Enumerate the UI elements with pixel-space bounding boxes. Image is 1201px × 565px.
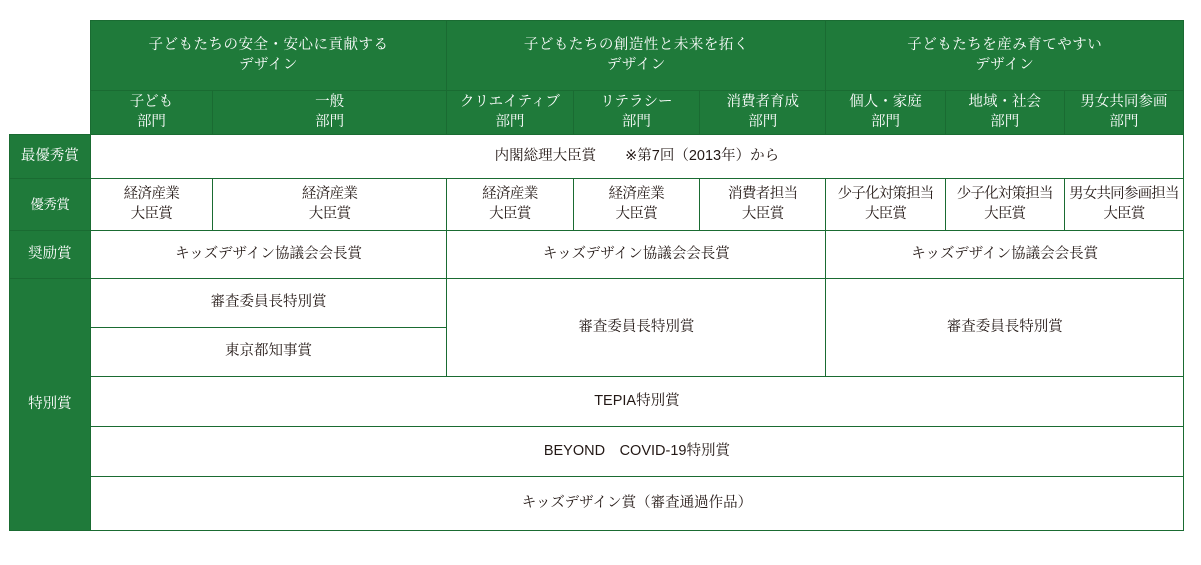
column-personal-family-line2: 部門 bbox=[871, 113, 901, 130]
column-community-society-line2: 部門 bbox=[990, 113, 1020, 130]
excellent-consumer-line2: 大臣賞 bbox=[741, 205, 784, 222]
special-beyond-covid19-award: BEYOND COVID-19特別賞 bbox=[90, 427, 1183, 477]
special-safety-tokyo-governor-award: 東京都知事賞 bbox=[90, 328, 446, 377]
excellent-gender-equality-line1: 男女共同参画担当 bbox=[1069, 186, 1179, 203]
kids-design-award-table bbox=[9, 20, 1184, 531]
column-kodomo-line2: 部門 bbox=[136, 113, 166, 130]
column-ippan-line1: 一般 bbox=[315, 94, 345, 111]
row-label-encouragement-award: 奨励賞 bbox=[10, 231, 91, 279]
special-kids-design-award: キッズデザイン賞（審査通過作品） bbox=[90, 477, 1183, 531]
column-kodomo-line1: 子ども bbox=[129, 94, 174, 111]
excellent-kodomo bbox=[90, 179, 212, 231]
column-consumer-line2: 部門 bbox=[748, 113, 778, 130]
best-award-value: 内閣総理大臣賞 ※第7回（2013年）から bbox=[90, 135, 1183, 179]
excellent-kodomo-line2: 大臣賞 bbox=[130, 205, 173, 222]
column-gender-equality bbox=[1064, 91, 1183, 135]
column-group-safety bbox=[90, 21, 446, 91]
column-group-safety-line1: 子どもたちの安全・安心に貢献する bbox=[148, 37, 389, 54]
row-special-award-3 bbox=[10, 377, 1184, 427]
encouragement-childrearing-group: キッズデザイン協議会会長賞 bbox=[826, 231, 1184, 279]
excellent-kodomo-line1: 経済産業 bbox=[123, 186, 180, 203]
row-label-best-award: 最優秀賞 bbox=[10, 135, 91, 179]
column-literacy-line2: 部門 bbox=[621, 113, 651, 130]
excellent-consumer-line1: 消費者担当 bbox=[728, 186, 798, 203]
column-group-creativity-line1: 子どもたちの創造性と未来を拓く bbox=[523, 37, 749, 54]
row-best-award bbox=[10, 135, 1184, 179]
column-consumer-line1: 消費者育成 bbox=[726, 94, 799, 111]
column-community-society bbox=[945, 91, 1064, 135]
special-creativity-chair-award: 審査委員長特別賞 bbox=[447, 279, 826, 377]
excellent-personal-family-line1: 少子化対策担当 bbox=[837, 186, 934, 203]
column-personal-family-line1: 個人・家庭 bbox=[849, 94, 922, 111]
excellent-ippan bbox=[213, 179, 447, 231]
column-group-creativity bbox=[447, 21, 826, 91]
excellent-creative-line2: 大臣賞 bbox=[489, 205, 531, 222]
column-literacy-line1: リテラシー bbox=[600, 94, 673, 111]
column-ippan bbox=[213, 91, 447, 135]
excellent-community-society bbox=[945, 179, 1064, 231]
column-gender-equality-line2: 部門 bbox=[1109, 113, 1139, 130]
excellent-creative bbox=[447, 179, 573, 231]
table-corner-cell-2 bbox=[10, 91, 91, 135]
excellent-gender-equality-line2: 大臣賞 bbox=[1103, 205, 1145, 222]
column-personal-family bbox=[826, 91, 945, 135]
special-tepia-award: TEPIA特別賞 bbox=[90, 377, 1183, 427]
excellent-ippan-line2: 大臣賞 bbox=[308, 205, 351, 222]
excellent-literacy-line2: 大臣賞 bbox=[615, 205, 658, 222]
column-group-creativity-line2: デザイン bbox=[606, 56, 666, 73]
excellent-community-society-line1: 少子化対策担当 bbox=[956, 186, 1053, 203]
special-childrearing-chair-award: 審査委員長特別賞 bbox=[826, 279, 1184, 377]
encouragement-creativity-group: キッズデザイン協議会会長賞 bbox=[447, 231, 826, 279]
row-special-award-4 bbox=[10, 427, 1184, 477]
row-label-special-award: 特別賞 bbox=[10, 279, 91, 531]
column-creative bbox=[447, 91, 573, 135]
special-safety-chair-award: 審査委員長特別賞 bbox=[90, 279, 446, 328]
column-consumer bbox=[700, 91, 826, 135]
column-community-society-line1: 地域・社会 bbox=[968, 94, 1041, 111]
column-creative-line2: 部門 bbox=[495, 113, 525, 130]
excellent-creative-line1: 経済産業 bbox=[482, 186, 538, 203]
row-label-excellent-award: 優秀賞 bbox=[10, 179, 91, 231]
excellent-consumer bbox=[700, 179, 826, 231]
excellent-personal-family bbox=[826, 179, 945, 231]
column-group-childrearing bbox=[826, 21, 1184, 91]
encouragement-safety-group: キッズデザイン協議会会長賞 bbox=[90, 231, 446, 279]
row-special-award-5 bbox=[10, 477, 1184, 531]
column-ippan-line2: 部門 bbox=[315, 113, 345, 130]
column-kodomo bbox=[90, 91, 212, 135]
row-special-award-1 bbox=[10, 279, 1184, 328]
column-group-childrearing-line1: 子どもたちを産み育てやすい bbox=[907, 37, 1103, 54]
excellent-gender-equality bbox=[1064, 179, 1183, 231]
table-corner-cell bbox=[10, 21, 91, 91]
column-group-childrearing-line2: デザイン bbox=[975, 56, 1035, 73]
column-gender-equality-line1: 男女共同参画 bbox=[1080, 94, 1168, 111]
column-creative-line1: クリエイティブ bbox=[459, 94, 560, 111]
excellent-literacy bbox=[573, 179, 699, 231]
excellent-community-society-line2: 大臣賞 bbox=[984, 205, 1026, 222]
row-excellent-award bbox=[10, 179, 1184, 231]
table-header-group-row bbox=[10, 21, 1184, 91]
table-header-subcolumn-row bbox=[10, 91, 1184, 135]
excellent-ippan-line1: 経済産業 bbox=[301, 186, 358, 203]
excellent-literacy-line1: 経済産業 bbox=[608, 186, 665, 203]
excellent-personal-family-line2: 大臣賞 bbox=[864, 205, 907, 222]
row-encouragement-award bbox=[10, 231, 1184, 279]
column-group-safety-line2: デザイン bbox=[239, 56, 299, 73]
column-literacy bbox=[573, 91, 699, 135]
